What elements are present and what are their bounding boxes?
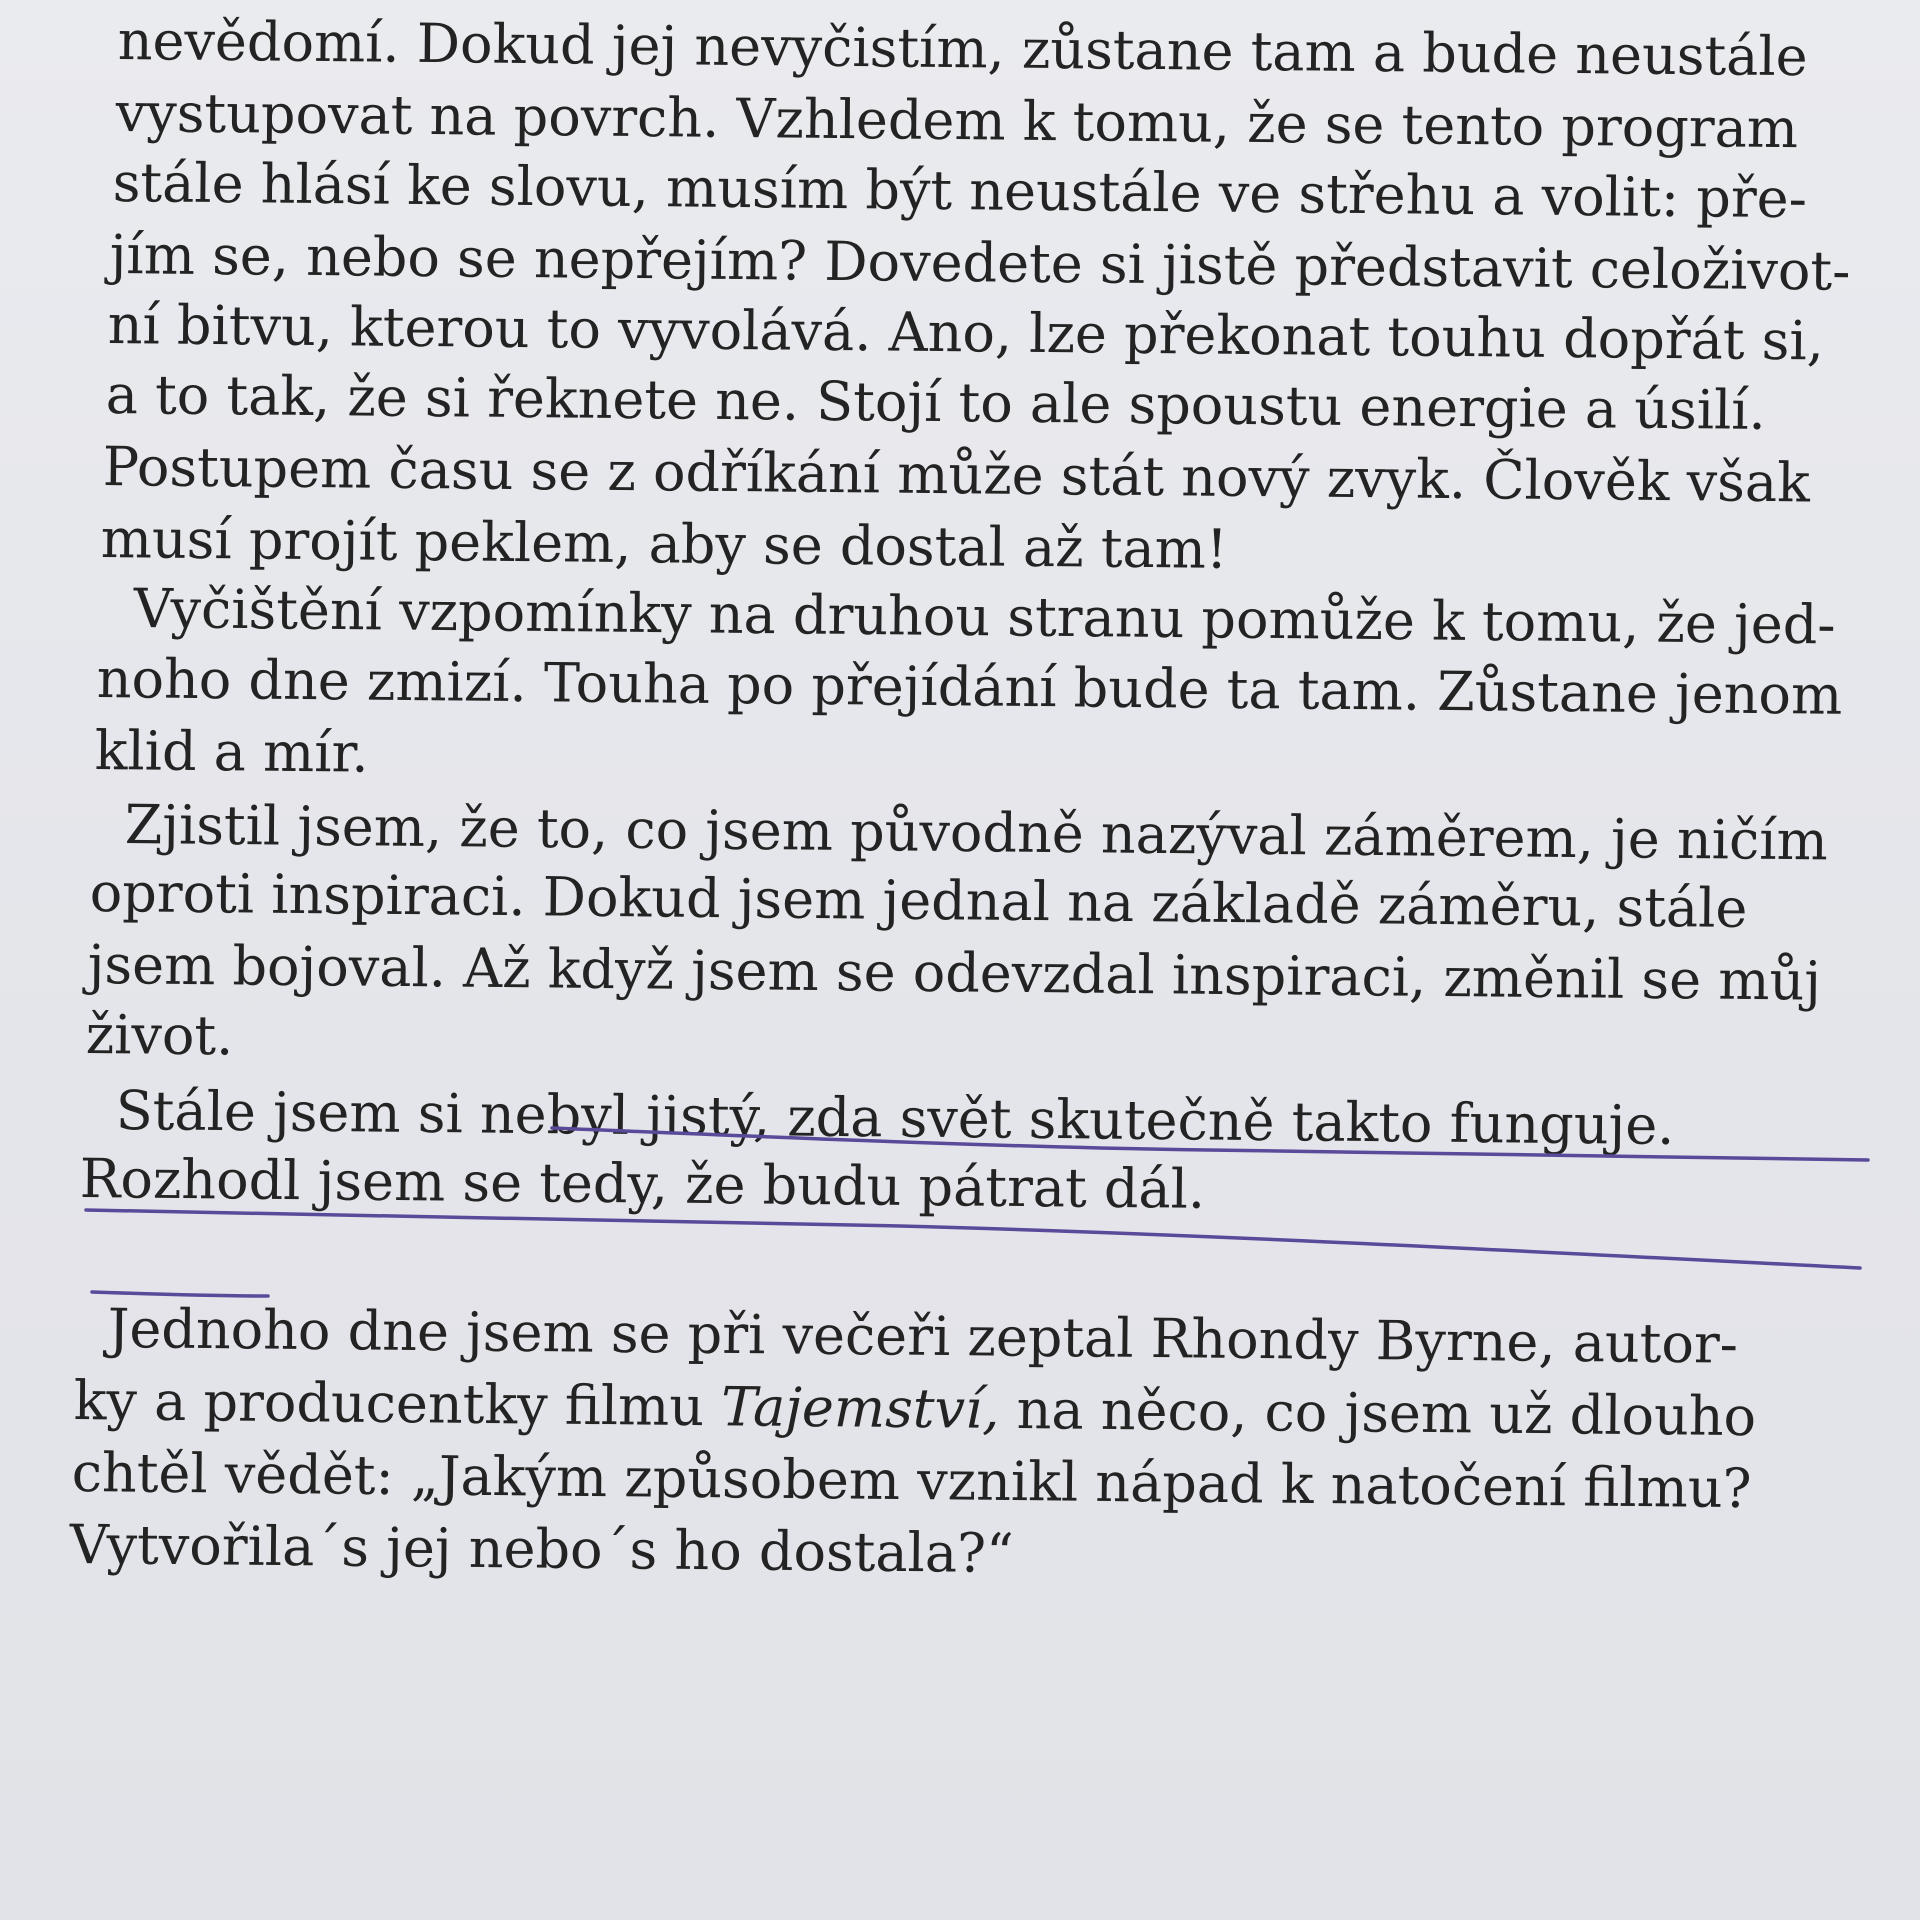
text-line (73, 1369, 1757, 1449)
text-line: Vytvořila´s jej nebo´s ho dostala?“ (69, 1513, 1014, 1586)
text-line: chtěl vědět: „Jakým způsobem vznikl nápad k natočení filmu? (71, 1441, 1752, 1521)
text-line: Stále jsem si nebyl jistý, zda svět skutečně takto funguje. (115, 1079, 1675, 1157)
film-title: Tajemství, (720, 1375, 1000, 1441)
text-run: na něco, co jsem už dlouho (999, 1377, 1757, 1449)
text-line: jím se, nebo se nepřejím? Dovedete si jistě představit celoživot- (109, 223, 1851, 303)
text-line: Jednoho dne jsem se při večeři zeptal Rhondy Byrne, autor- (107, 1297, 1739, 1376)
text-run: ky a producentky filmu (73, 1369, 722, 1439)
text-line: a to tak, že si řeknete ne. Stojí to ale spoustu energie a úsilí. (105, 363, 1767, 442)
text-line: klid a mír. (94, 719, 369, 785)
pen-underline-stroke (86, 1210, 1860, 1268)
text-line: vystupovat na povrch. Vzhledem k tomu, že se tento program (115, 81, 1799, 161)
text-line: musí projít peklem, aby se dostal až tam! (100, 507, 1228, 581)
text-line: Postupem času se z odříkání může stát nový zvyk. Člověk však (102, 435, 1811, 515)
text-line: oproti inspiraci. Dokud jsem jednal na základě záměru, stále (89, 861, 1748, 940)
text-line: nevědomí. Dokud jej nevyčistím, zůstane tam a bude neustále (117, 9, 1808, 89)
text-line: jsem bojoval. Až když jsem se odevzdal inspiraci, změnil se můj (87, 933, 1822, 1013)
text-line: život. (85, 1003, 234, 1068)
pen-underline-stroke (92, 1292, 268, 1296)
text-line: noho dne zmizí. Touha po přejídání bude ta tam. Zůstane jenom (96, 647, 1843, 727)
text-line: Rozhodl jsem se tedy, že budu pátrat dál. (79, 1147, 1206, 1221)
text-line: Vyčištění vzpomínky na druhou stranu pomůže k tomu, že jed- (133, 577, 1836, 657)
text-line: ní bitvu, kterou to vyvolává. Ano, lze překonat touhu dopřát si, (107, 293, 1825, 373)
text-line: stále hlásí ke slovu, musím být neustále ve střehu a volit: pře- (112, 151, 1808, 231)
text-line: Zjistil jsem, že to, co jsem původně nazýval záměrem, je ničím (124, 793, 1829, 873)
